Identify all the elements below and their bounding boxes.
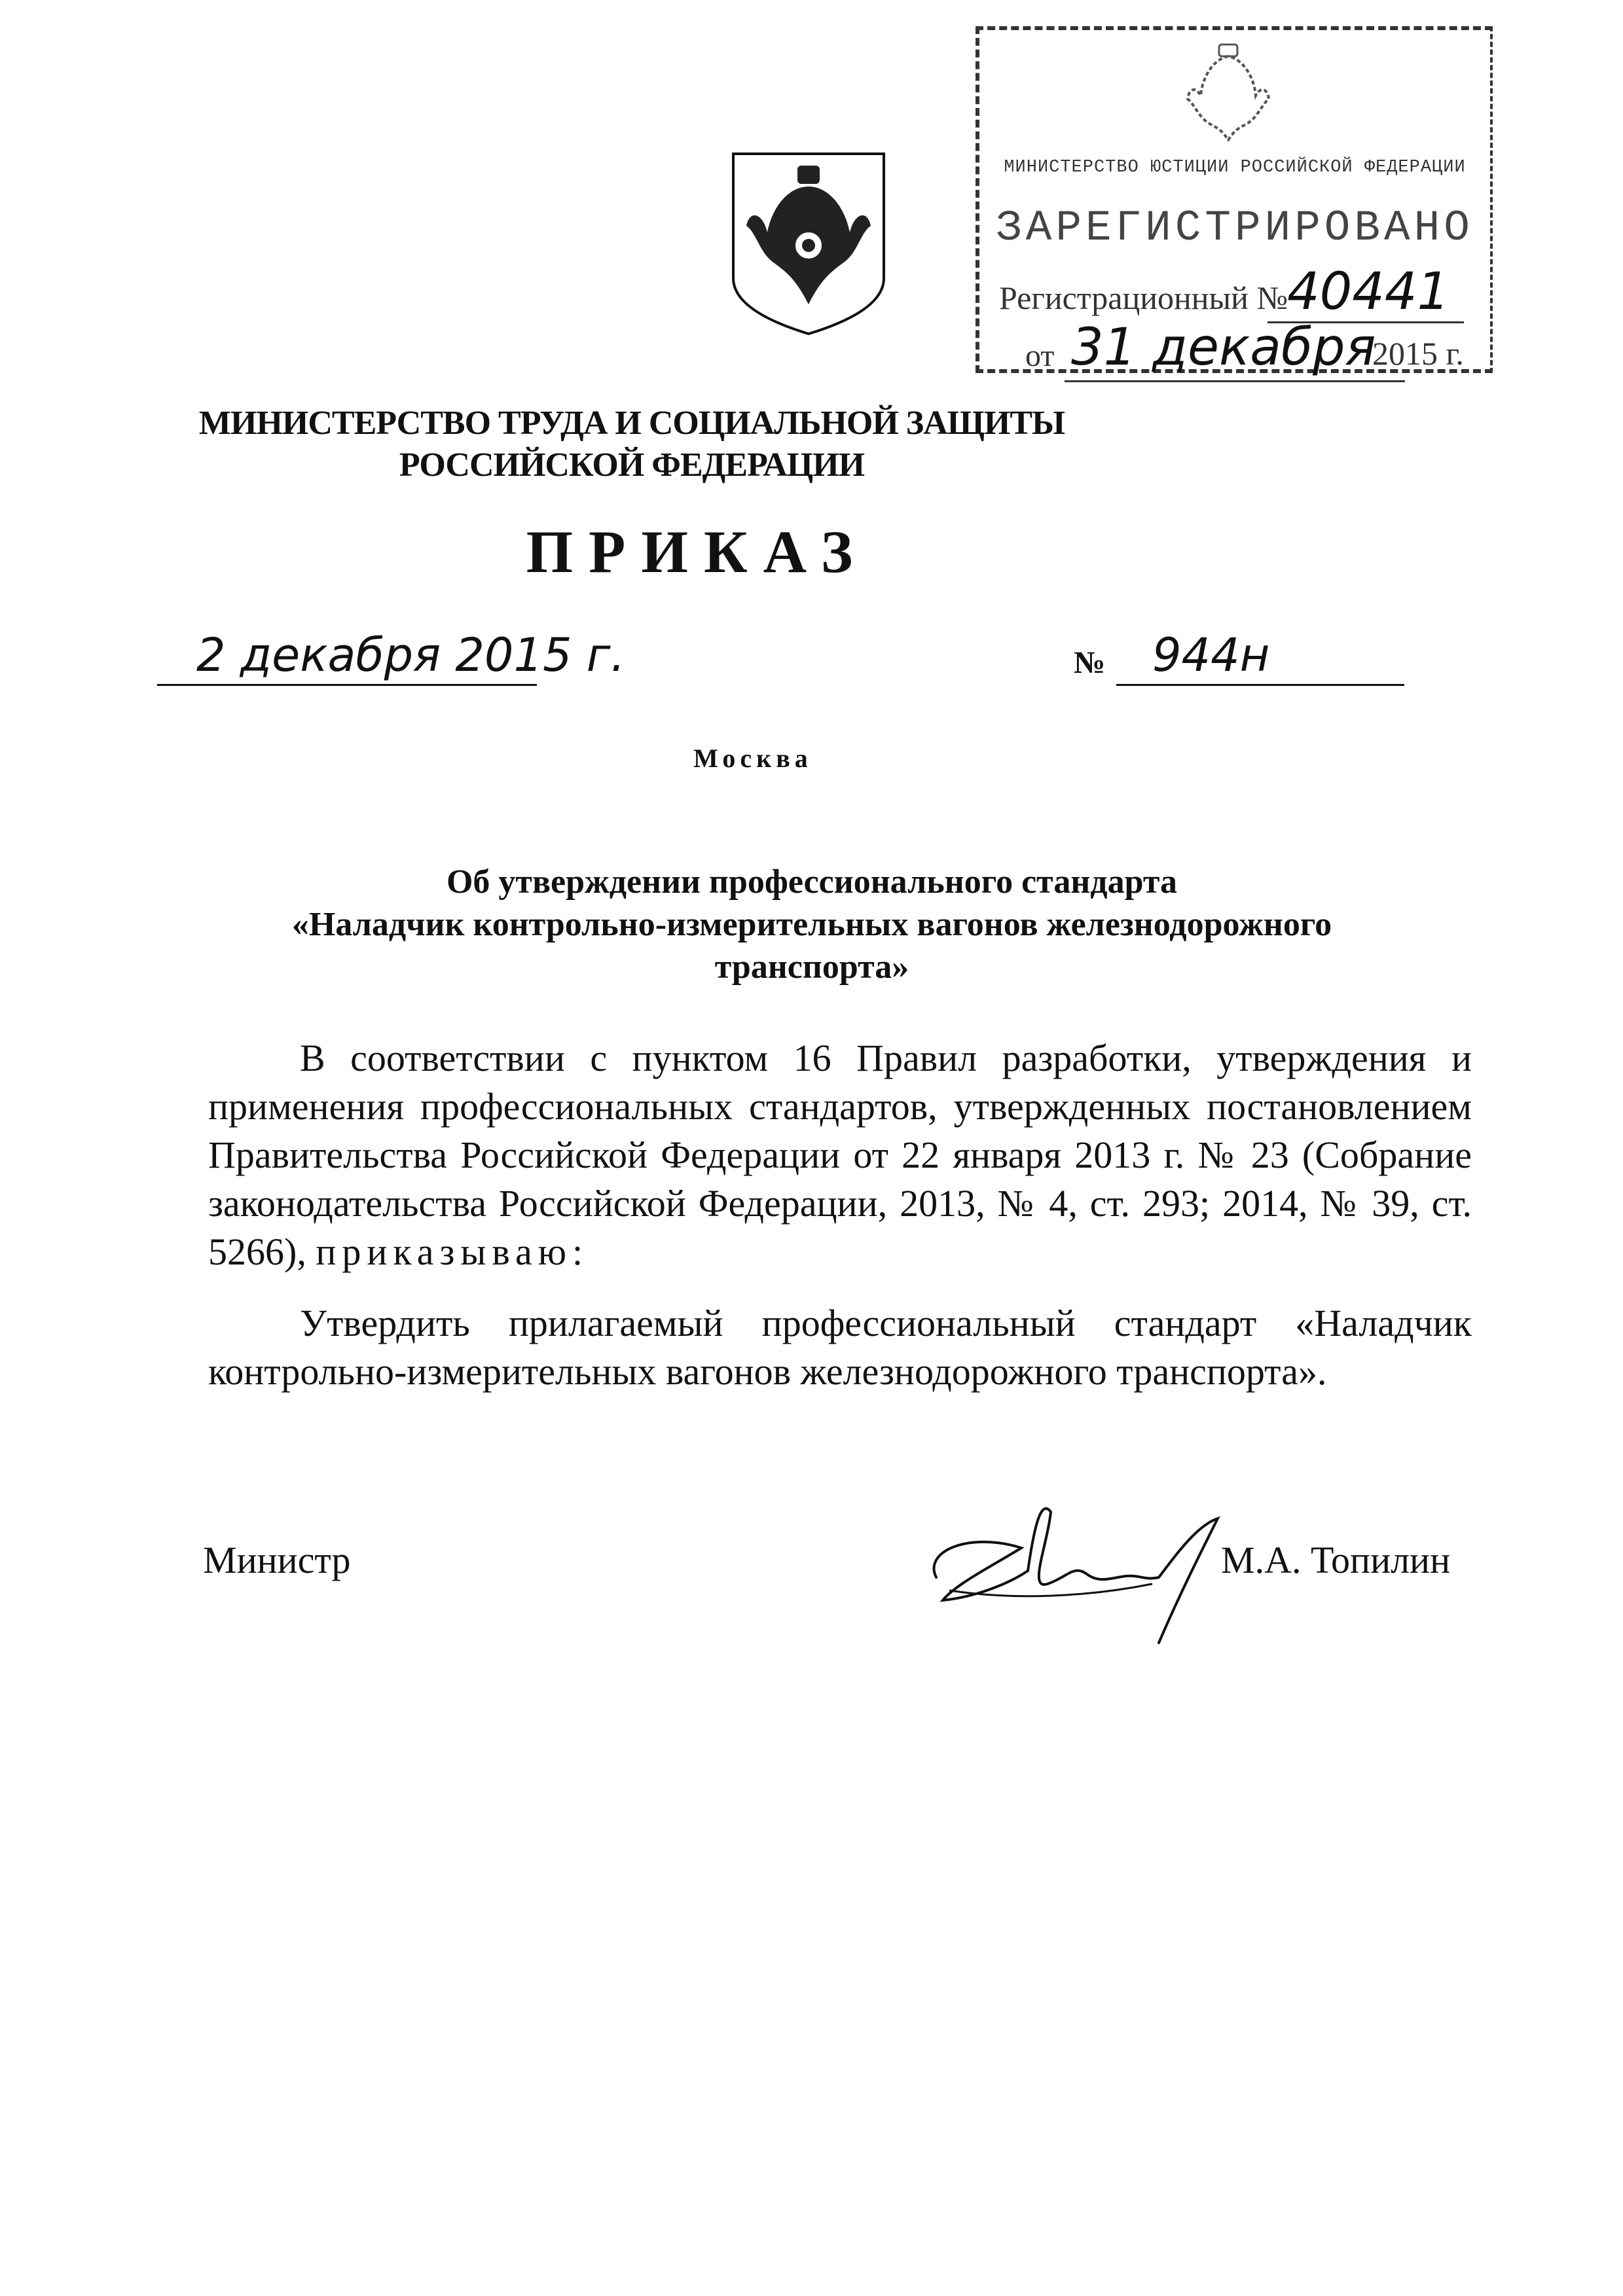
ministry-name	[196, 403, 1067, 486]
stamp-ministry-text: МИНИСТЕРСТВО ЮСТИЦИИ РОССИЙСКОЙ ФЕДЕРАЦИИ	[1004, 158, 1466, 177]
order-number: 944н	[1152, 628, 1270, 682]
stamp-emblem-icon	[1176, 43, 1281, 141]
stamp-registered-text: ЗАРЕГИСТРИРОВАНО	[996, 204, 1474, 253]
order-date: 2 декабря 2015 г.	[196, 628, 625, 682]
stamp-date-year: 2015 г.	[1372, 335, 1464, 372]
document-type-title: ПРИКАЗ	[526, 518, 869, 585]
order-word: приказываю:	[316, 1230, 589, 1273]
stamp-reg-number-value: 40441	[1287, 262, 1450, 321]
signer-position: Министр	[203, 1539, 351, 1581]
body-paragraph-1	[208, 1034, 1472, 1276]
subject-line3: транспорта»	[714, 948, 909, 986]
registration-stamp	[976, 26, 1493, 377]
coat-of-arms-icon	[727, 147, 890, 337]
order-date-underline	[157, 684, 537, 686]
stamp-date-prefix: от	[1025, 338, 1055, 373]
subject-line1: Об утверждении профессионального стандарта	[446, 863, 1178, 901]
order-subject	[196, 861, 1427, 988]
stamp-date-underline	[1065, 380, 1405, 382]
handwritten-signature-icon	[917, 1486, 1257, 1656]
order-number-label: №	[1074, 645, 1106, 680]
order-number-underline	[1116, 684, 1404, 686]
city: Москва	[693, 744, 812, 773]
ministry-name-line1: МИНИСТЕРСТВО ТРУДА И СОЦИАЛЬНОЙ ЗАЩИТЫ	[198, 404, 1065, 442]
stamp-date-value: 31 декабря	[1071, 318, 1376, 377]
signer-name: М.А. Топилин	[1221, 1539, 1451, 1581]
body-paragraph-1-text: В соответствии с пунктом 16 Правил разработки, утверждения и применения профессиональных стандартов, утвержденных постановлением Правительства Российской Федерации от 22 января 2013 г. № 23 (Собрание законодательства Российской Федерации, 2013, № 4, ст. 293; 2014, № 39, ст. 5266),	[208, 1037, 1472, 1273]
subject-line2: «Наладчик контрольно-измерительных вагонов железнодорожного	[291, 906, 1332, 943]
ministry-name-line2: РОССИЙСКОЙ ФЕДЕРАЦИИ	[399, 446, 865, 484]
stamp-reg-number-label: Регистрационный №	[999, 279, 1288, 316]
body-paragraph-2: Утвердить прилагаемый профессиональный стандарт «Наладчик контрольно-измерительных вагонов железнодорожного транспорта».	[208, 1302, 1472, 1393]
